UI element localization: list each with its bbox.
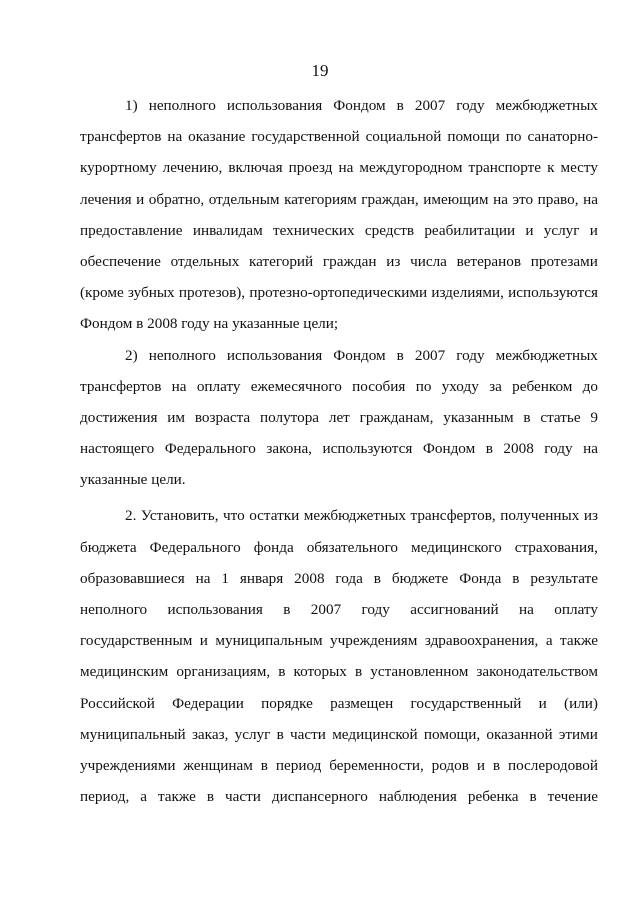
text-line: трансфертов на оплату ежемесячного пособия по уходу за ребенком до [80, 377, 598, 395]
text-line: Российской Федерации порядке размещен государственный и (или) [80, 694, 598, 712]
text-line: 2. Установить, что остатки межбюджетных трансфертов, полученных из [125, 507, 598, 525]
text-line: неполного использования в 2007 году ассигнований на оплату [80, 601, 598, 618]
text-line: образовавшиеся на 1 января 2008 года в бюджете Фонда в результате [80, 569, 598, 587]
text-line: трансфертов на оказание государственной социальной помощи по санаторно- [80, 128, 598, 146]
paragraph-3 [80, 500, 598, 812]
text-line: предоставление инвалидам технических средств реабилитации и услуг и [80, 221, 598, 239]
text-line: достижения им возраста полутора лет гражданам, указанным в статье 9 [80, 408, 598, 426]
text-line: медицинским организациям, в которых в установленном законодательством [80, 663, 598, 681]
text-line: настоящего Федерального закона, используются Фондом в 2008 году на [80, 440, 598, 458]
text-line: обеспечение отдельных категорий граждан из числа ветеранов протезами [80, 252, 598, 270]
text-line: (кроме зубных протезов), протезно-ортопедическими изделиями, используются [80, 284, 598, 302]
text-line: указанные цели. [80, 471, 186, 489]
paragraph-1 [80, 90, 598, 340]
text-line: курортному лечению, включая проезд на междугородном транспорте к месту [80, 159, 598, 177]
text-line: Фондом в 2008 году на указанные цели; [80, 315, 339, 333]
text-line: государственным и муниципальным учреждениям здравоохранения, а также [80, 632, 598, 650]
paragraph-2 [80, 340, 598, 496]
text-line: период, а также в части диспансерного наблюдения ребенка в течение [80, 788, 598, 806]
text-line: 1) неполного использования Фондом в 2007 году межбюджетных [125, 97, 598, 114]
text-line: учреждениями женщинам в период беременности, родов и в послеродовой [80, 756, 598, 774]
text-line: муниципальный заказ, услуг в части медицинской помощи, оказанной этими [80, 725, 598, 743]
text-line: лечения и обратно, отдельным категориям граждан, имеющим на это право, на [80, 190, 598, 208]
text-line: 2) неполного использования Фондом в 2007 году межбюджетных [125, 346, 598, 364]
page-number: 19 [311, 61, 329, 80]
text-line: бюджета Федерального фонда обязательного медицинского страхования, [80, 538, 598, 556]
body-text [80, 90, 598, 812]
